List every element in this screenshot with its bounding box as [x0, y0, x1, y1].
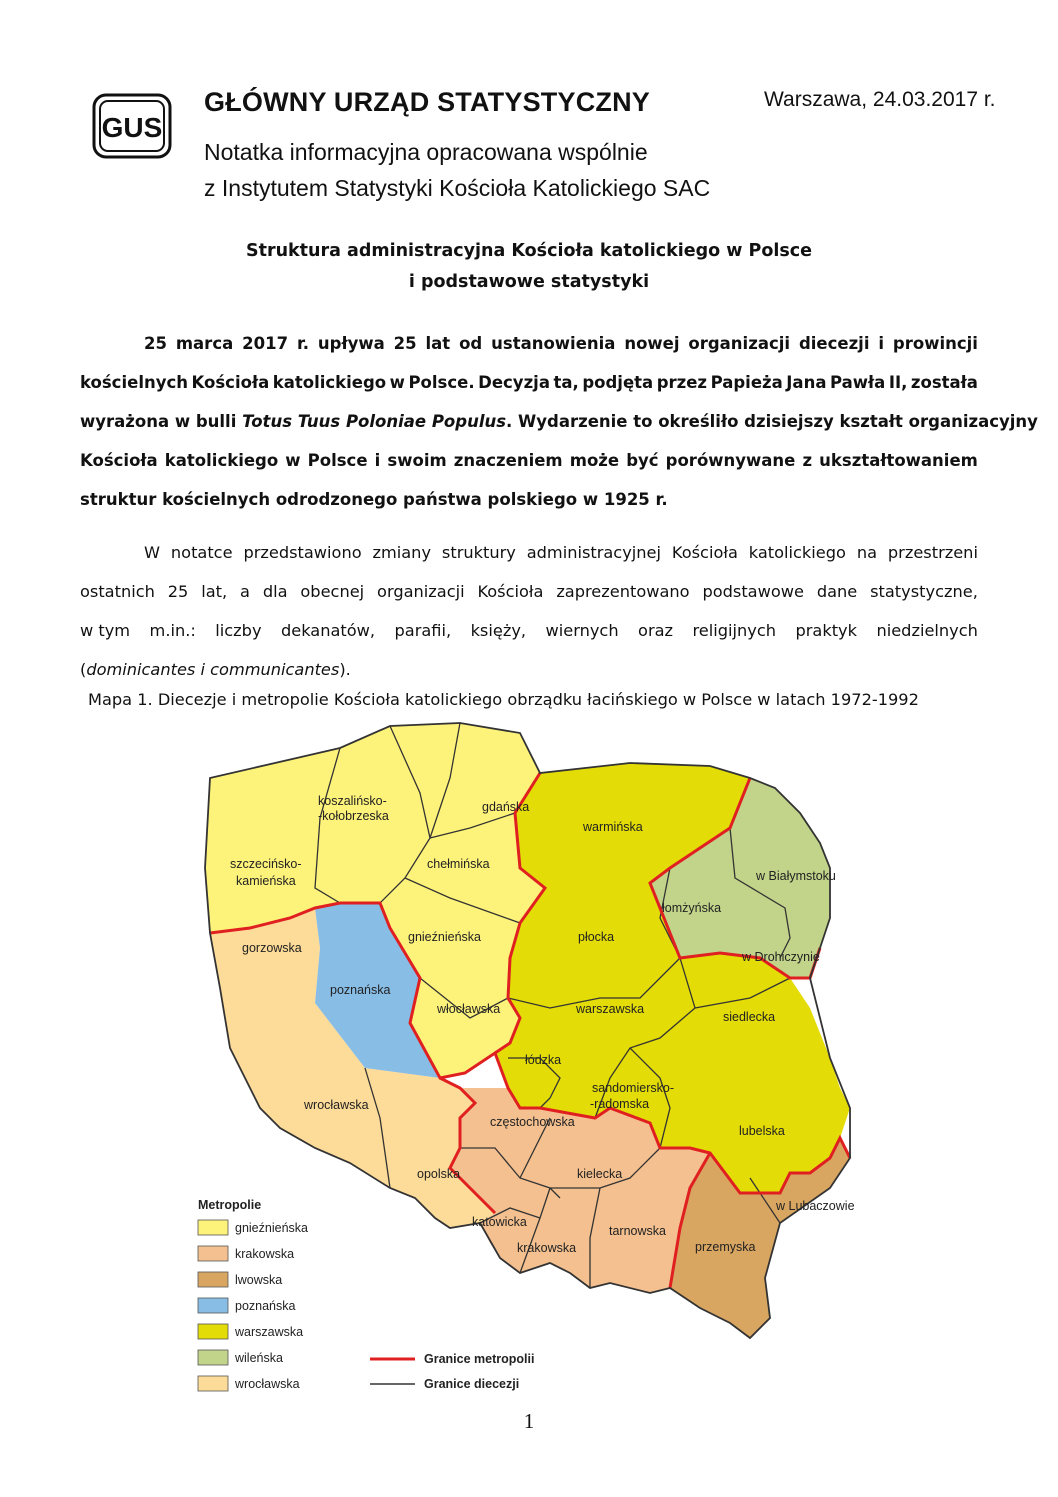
legend-swatch [198, 1298, 228, 1313]
word: organizacji [688, 334, 791, 353]
word: W [144, 543, 161, 562]
label-drohiczyn: w Drohiczynie [742, 950, 820, 964]
label-warminska: warmińska [583, 820, 643, 834]
word: wiernych [545, 621, 619, 640]
diocese-map [190, 718, 870, 1400]
word: zaprezentowano [556, 582, 690, 601]
legend-item [198, 1298, 296, 1313]
word: Papieża [710, 373, 783, 392]
legend-title: Metropolie [198, 1198, 262, 1212]
word: 25 [144, 334, 167, 353]
paragraph-line [80, 480, 978, 519]
word: parafii, [394, 621, 452, 640]
label-bialystok: w Białymstoku [756, 869, 836, 883]
text-run: ( [80, 660, 87, 679]
word: prowincji [892, 334, 978, 353]
word: nowej [624, 334, 680, 353]
word: zmiany [372, 543, 432, 562]
italic-term: dominicantes i communicantes [86, 660, 340, 679]
word: dane [816, 582, 858, 601]
word: może [569, 451, 620, 470]
word: katolickiego [748, 543, 846, 562]
legend-label: warszawska [235, 1325, 304, 1339]
paragraph-line [80, 533, 978, 572]
text-run: struktur kościelnych odrodzonego państwa polskiego w 1925 r. [80, 490, 668, 509]
word: Kościoła [671, 543, 738, 562]
legend-label: wileńska [235, 1351, 283, 1365]
legend-item [198, 1272, 282, 1287]
paragraph-line [80, 611, 978, 650]
word: Polsce [307, 451, 368, 470]
label-sandomiersko-1: sandomiersko- [592, 1081, 674, 1095]
word: r. [296, 334, 310, 353]
legend-swatch [198, 1350, 228, 1365]
label-czestochowska: częstochowska [490, 1115, 575, 1129]
label-wroclawska: wrocławska [304, 1098, 369, 1112]
legend-label: krakowska [235, 1247, 295, 1261]
label-katowicka: katowicka [472, 1215, 527, 1229]
word: statystyczne, [870, 582, 978, 601]
label-kielecka: kielecka [577, 1167, 623, 1181]
gus-logo [92, 93, 172, 159]
word: struktury [441, 543, 516, 562]
paragraph-line [80, 441, 978, 480]
text-run: ). [339, 660, 351, 679]
text-run: . Wydarzenie to określiło dzisiejszy kształt organizacyjny [506, 412, 1038, 431]
paragraph-line [80, 650, 978, 689]
label-opolska: opolska [417, 1167, 461, 1181]
word: katolickiego [164, 451, 279, 470]
word: Jana [786, 373, 827, 392]
label-poznanska: poznańska [330, 983, 391, 997]
legend-metro-label: Granice metropolii [424, 1352, 535, 1366]
label-lubelska: lubelska [739, 1124, 785, 1138]
legend-swatch [198, 1324, 228, 1339]
word: Kościoła [191, 373, 270, 392]
word: w [285, 451, 301, 470]
organization-name: GŁÓWNY URZĄD STATYSTYCZNY [204, 87, 650, 117]
word: organizacji [377, 582, 465, 601]
label-gnieznienska: gnieźnieńska [408, 930, 481, 944]
legend-label: lwowska [235, 1273, 283, 1287]
label-wloclawska: włocławska [437, 1002, 501, 1016]
word: znaczeniem [453, 451, 563, 470]
word: podstawowe [702, 582, 804, 601]
word: być [626, 451, 659, 470]
subtitle-line-2: z Instytutem Statystyki Kościoła Katolickiego SAC [204, 175, 711, 201]
legend-item [198, 1220, 308, 1235]
paragraph-line [80, 572, 978, 611]
legend-item [198, 1376, 300, 1391]
word: diecezji [798, 334, 870, 353]
word: od [459, 334, 483, 353]
paragraph-line [80, 363, 978, 402]
paragraph-2 [80, 533, 978, 689]
word: lat, [201, 582, 228, 601]
word: przestrzeni [887, 543, 978, 562]
word: 2017 [242, 334, 289, 353]
word: przez [656, 373, 708, 392]
word: marca [175, 334, 234, 353]
logo-text: GUS [101, 112, 163, 143]
word: przedstawiono [243, 543, 362, 562]
word: ta, [553, 373, 579, 392]
word: ukształtowaniem [819, 451, 978, 470]
word: niedzielnych [876, 621, 978, 640]
word: księży, [470, 621, 527, 640]
word: z [802, 451, 813, 470]
word: katolickiego [272, 373, 387, 392]
word: Kościoła [80, 451, 158, 470]
word: administracyjnej [526, 543, 662, 562]
word: Decyzja [478, 373, 550, 392]
subtitle-line-1: Notatka informacyjna opracowana wspólnie [204, 139, 648, 165]
label-krakowska: krakowska [517, 1241, 577, 1255]
label-lodzka: łódzka [525, 1053, 562, 1067]
map-caption: Mapa 1. Diecezje i metropolie Kościoła katolickiego obrządku łacińskiego w Polsce w latach 1972-1992 [88, 690, 919, 709]
word: II, [888, 373, 908, 392]
legend-item [198, 1350, 283, 1365]
word: na [856, 543, 878, 562]
legend-dioc-label: Granice diecezji [424, 1377, 520, 1391]
word: religijnych [692, 621, 777, 640]
text-run: wyrażona w bulli [80, 412, 243, 431]
legend-swatch [198, 1376, 228, 1391]
word: m.in.: [149, 621, 196, 640]
word: 25 [393, 334, 417, 353]
legend-label: wrocławska [235, 1377, 300, 1391]
word: oraz [638, 621, 674, 640]
label-sandomiersko-2: -radomska [590, 1097, 650, 1111]
label-chelminska: chełmińska [427, 857, 490, 871]
label-szczecinska-2: kamieńska [236, 874, 296, 888]
word: i [374, 451, 381, 470]
label-szczecinska-1: szczecińsko- [230, 857, 302, 871]
legend-swatch [198, 1220, 228, 1235]
word: podjęta [582, 373, 654, 392]
legend-label: gnieźnieńska [235, 1221, 308, 1235]
word: dla [262, 582, 288, 601]
document-date: Warszawa, 24.03.2017 r. [764, 88, 996, 111]
paragraph-line [80, 324, 978, 363]
word: Kościoła [477, 582, 544, 601]
label-warszawska: warszawska [576, 1002, 645, 1016]
legend-swatch [198, 1246, 228, 1261]
word: Pawła [829, 373, 886, 392]
paragraph-1 [80, 324, 1038, 519]
page-number: 1 [523, 1409, 535, 1433]
label-lubaczow: w Lubaczowie [776, 1199, 855, 1213]
word: w [389, 373, 405, 392]
word: upływa [317, 334, 385, 353]
legend-item [198, 1324, 303, 1339]
word: ustanowienia [491, 334, 616, 353]
label-koszalinska-2: -kołobrzeska [318, 809, 389, 823]
word: została [910, 373, 978, 392]
word: dekanatów, [280, 621, 376, 640]
label-plocka: płocka [578, 930, 615, 944]
word: w tym [80, 621, 131, 640]
word: i [878, 334, 885, 353]
word: swoim [387, 451, 447, 470]
legend-item [198, 1246, 294, 1261]
word: porównywane [665, 451, 796, 470]
paragraph-line [80, 402, 1038, 441]
document-title-line-1: Struktura administracyjna Kościoła katolickiego w Polsce [245, 241, 813, 261]
label-gdanska: gdańska [482, 800, 530, 814]
document-title-line-2: i podstawowe statystyki [408, 272, 650, 292]
label-siedlecka: siedlecka [723, 1010, 776, 1024]
word: Polsce. [408, 373, 475, 392]
word: a [240, 582, 250, 601]
word: ostatnich [80, 582, 155, 601]
word: praktyk [795, 621, 857, 640]
label-gorzowska: gorzowska [242, 941, 302, 955]
word: lat [425, 334, 451, 353]
label-koszalinska-1: koszalińsko- [318, 794, 387, 808]
label-tarnowska: tarnowska [609, 1224, 666, 1238]
legend-label: poznańska [235, 1299, 296, 1313]
label-lomzynska: łomżyńska [662, 901, 722, 915]
word: 25 [167, 582, 189, 601]
label-przemyska: przemyska [695, 1240, 756, 1254]
word: liczby [215, 621, 262, 640]
word: obecnej [300, 582, 365, 601]
word: kościelnych [80, 373, 188, 392]
legend-swatch [198, 1272, 228, 1287]
italic-title: Totus Tuus Poloniae Populus [242, 412, 507, 431]
word: notatce [170, 543, 233, 562]
